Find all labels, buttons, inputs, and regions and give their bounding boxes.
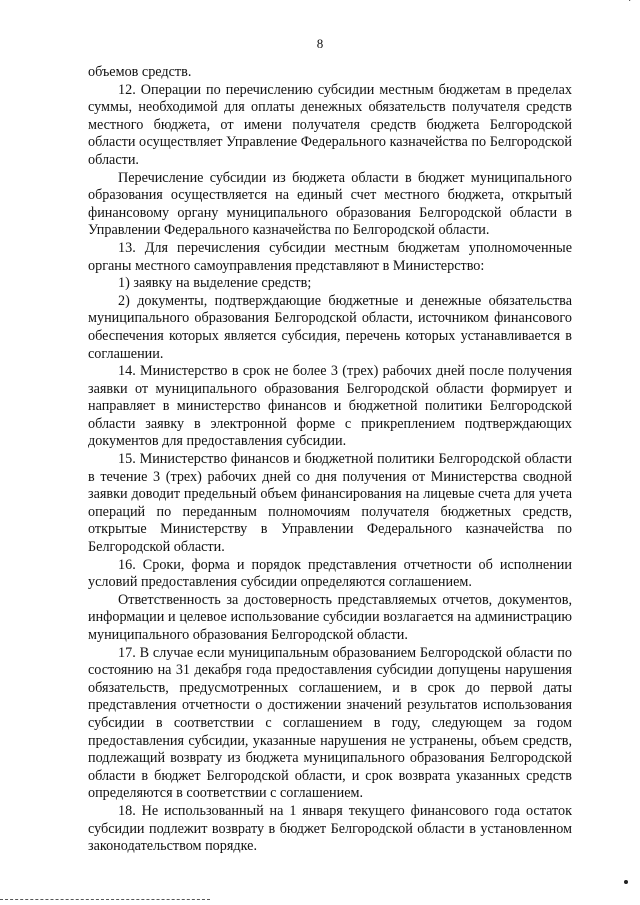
list-item: 2) документы, подтверждающие бюджетные и денежные обязательства муниципального образования Белгородской области, источником финансового обеспечения которых является субсидия, перечень которых устанавливается в соглашении. <box>88 292 572 362</box>
paragraph-17: 17. В случае если муниципальным образованием Белгородской области по состоянию на 31 декабря года предоставления субсидии допущены нарушения обязательств, предусмотренных соглашением, и в срок до первой даты представления отчетности о достижении значений результатов использования субсидии в соответствии с соглашением в году, следующем за годом предоставления субсидии, указанные нарушения не устранены, объем средств, подлежащий возврату из бюджета муниципального образования Белгородской области в бюджет Белгородской области, и срок возврата указанных средств определяются в соответствии с соглашением. <box>88 644 572 802</box>
list-item: 1) заявку на выделение средств; <box>118 275 312 292</box>
scan-mark: ˙ <box>628 0 632 10</box>
paragraph-12: 12. Операции по перечислению субсидии местным бюджетам в пределах суммы, необходимой для оплаты денежных обязательств получателя средств местного бюджета, от имени получателя средств бюджета Белгородской области осуществляет Управление Федерального казначейства по Белгородской области. <box>88 81 572 168</box>
paragraph: Ответственность за достоверность представляемых отчетов, документов, информации и целевое использование субсидии возлагается на администрацию муниципального образования Белгородской области. <box>88 591 572 643</box>
document-body <box>88 64 572 856</box>
paragraph-14: 14. Министерство в срок не более 3 (трех) рабочих дней после получения заявки от муниципального образования Белгородской области формирует и направляет в министерство финансов и бюджетной политики Белгородской области заявку в электронной форме с прикреплением подтверждающих документов для предоставления субсидии. <box>88 363 572 450</box>
paragraph-18: 18. Не использованный на 1 января текущего финансового года остаток субсидии подлежит возврату в бюджет Белгородской области в установленном законодательством порядке. <box>88 802 572 855</box>
paragraph: объемов средств. <box>88 64 192 80</box>
footer-scan-line <box>0 899 210 904</box>
page-number: 8 <box>316 36 324 51</box>
paragraph-13: 13. Для перечисления субсидии местным бюджетам уполномоченные органы местного самоуправления представляют в Министерство: <box>88 239 572 274</box>
paragraph-15: 15. Министерство финансов и бюджетной политики Белгородской области в течение 3 (трех) рабочих дней со дня получения от Министерства сводной заявки доводит предельный объем финансирования на лицевые счета для учета операций по переданным полномочиям получателя бюджетных средств, открытые Министерству в Управлении Федерального казначейства по Белгородской области. <box>88 451 572 556</box>
paragraph-16: 16. Сроки, форма и порядок представления отчетности об исполнении условий предоставления субсидии определяются соглашением. <box>88 556 572 591</box>
paragraph: Перечисление субсидии из бюджета области в бюджет муниципального образования осуществляется на единый счет местного бюджета, открытый финансовому органу муниципального образования Белгородской области в Управлении Федерального казначейства по Белгородской области. <box>88 169 572 239</box>
scan-mark-dot <box>624 880 628 884</box>
